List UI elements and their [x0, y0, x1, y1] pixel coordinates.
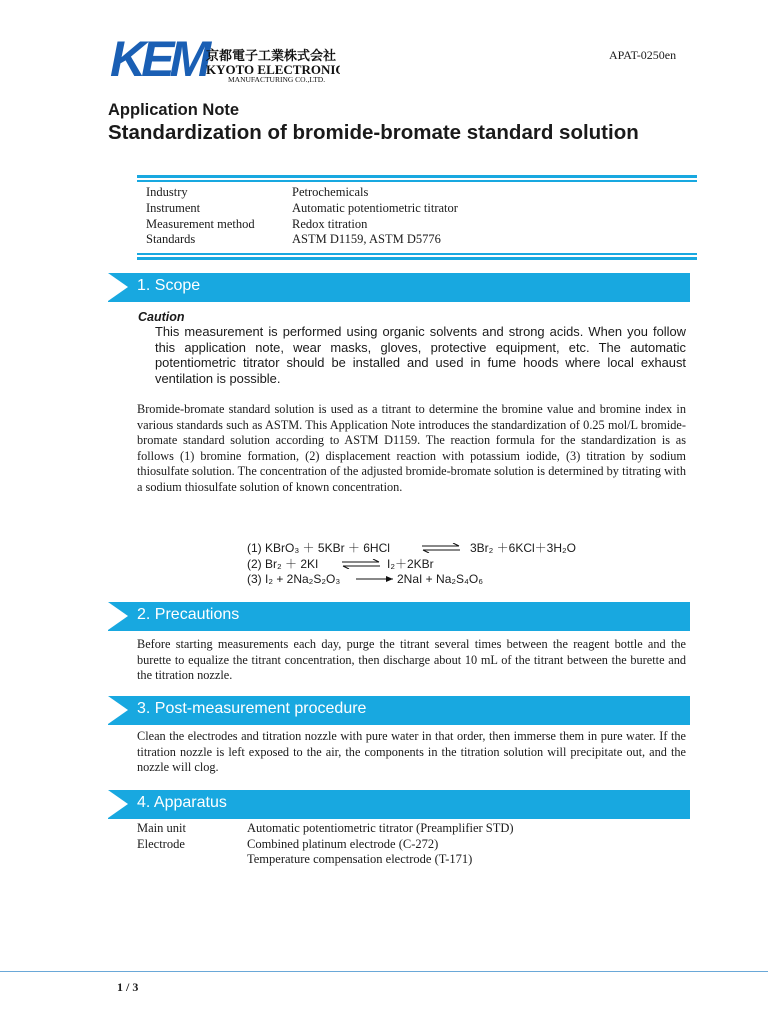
section-header-precautions: [108, 602, 690, 631]
section-notch: [108, 602, 128, 630]
meta-value: Redox titration: [292, 216, 368, 231]
meta-divider-bottom: [137, 257, 697, 260]
company-logo: [108, 30, 340, 84]
section-header-apparatus: [108, 790, 690, 819]
section-notch: [108, 790, 128, 818]
document-title: Standardization of bromide-bromate standard solution: [108, 121, 639, 144]
meta-key: Standards: [146, 232, 196, 247]
caution-text: This measurement is performed using organic solvents and strong acids. When you follow this application note, wear masks, gloves, protective equipment, etc. The automatic potentiometric titrator should be installed and used in fume hoods where local exhaust ventilation is possible.: [155, 324, 686, 386]
meta-key: Measurement method: [146, 216, 255, 231]
section-title: 4. Apparatus: [137, 794, 227, 811]
post-measurement-paragraph: Clean the electrodes and titration nozzle with pure water in that order, then immerse them in pure water. If the titration nozzle is left exposed to the air, the components in the titration solution will precipitate out, and the nozzle will clog.: [137, 729, 686, 775]
section-title: 2. Precautions: [137, 606, 240, 623]
footer-divider: [0, 971, 768, 972]
meta-key: Instrument: [146, 200, 201, 215]
reaction-arrow-icon: [355, 574, 395, 584]
company-name-en: KYOTO ELECTRONICS: [206, 62, 340, 77]
page-number: 1 / 3: [117, 980, 139, 994]
apparatus-value: Automatic potentiometric titrator (Preamplifier STD): [247, 821, 514, 835]
section-notch: [108, 696, 128, 724]
apparatus-value: Temperature compensation electrode (T-171): [247, 852, 473, 866]
title-divider-top-thin: [137, 180, 697, 182]
section-title: 1. Scope: [137, 277, 201, 294]
caution-heading: Caution: [138, 310, 185, 324]
apparatus-key: Electrode: [137, 836, 185, 851]
reaction-right: 3Br₂ ＋6KCl＋3H₂O: [470, 541, 577, 555]
meta-value: ASTM D1159, ASTM D5776: [292, 232, 441, 247]
meta-row-industry: [146, 185, 458, 201]
meta-row-standards: [146, 232, 458, 248]
apparatus-value: Combined platinum electrode (C-272): [247, 836, 439, 851]
apparatus-row: [137, 837, 514, 853]
meta-value: Petrochemicals: [292, 185, 369, 199]
apparatus-row: [137, 852, 514, 868]
apparatus-key: [137, 852, 247, 868]
title-divider-top: [137, 175, 697, 178]
reaction-left: (3) I₂ + 2Na₂S₂O₃: [247, 572, 341, 587]
reaction-left: (1) KBrO₃ ＋ 5KBr ＋ 6HCl: [247, 541, 390, 555]
meta-value: Automatic potentiometric titrator: [292, 200, 458, 215]
apparatus-table: [137, 821, 514, 868]
meta-row-instrument: [146, 201, 458, 217]
apparatus-key: Main unit: [137, 821, 186, 835]
document-type-label: Application Note: [108, 101, 240, 119]
meta-key: Industry: [146, 185, 188, 199]
section-header-scope: [108, 273, 690, 302]
section-notch: [108, 273, 128, 301]
equilibrium-arrow-icon: [341, 559, 381, 569]
reaction-left: (2) Br₂ ＋ 2KI: [247, 556, 319, 571]
apparatus-row: [137, 821, 514, 837]
precautions-paragraph: Before starting measurements each day, purge the titrant several times between the reagent bottle and the burette to equalize the titrant concentration, then discharge about 10 mL of the titrant between the burette and the titration nozzle.: [137, 637, 686, 683]
meta-divider-thin: [137, 253, 697, 255]
document-code: APAT-0250en: [609, 48, 677, 62]
meta-row-method: [146, 217, 458, 233]
metadata-table: [146, 185, 458, 248]
reaction-equations: [247, 541, 607, 589]
section-title: 3. Post-measurement procedure: [137, 700, 367, 717]
logo-mark: KEM: [110, 31, 207, 84]
scope-paragraph: Bromide-bromate standard solution is used as a titrant to determine the bromine value and bromine index in various standards such as ASTM. This Application Note introduces the standardization of 0.25 mol/L bromide-bromate standard solution according to ASTM D1159. The reaction formula for the standardization is as follows (1) bromine formation, (2) displacement reaction with potassium iodide, (3) titration by sodium thiosulfate solution. The concentration of the adjusted bromide-bromate solution is determined by titrating with a sodium thiosulfate solution of known concentration.: [137, 402, 686, 494]
reaction-right: I₂＋2KBr: [387, 556, 434, 571]
company-name-jp: 京都電子工業株式会社: [206, 49, 337, 64]
section-header-post-measurement: [108, 696, 690, 725]
equilibrium-arrow-icon: [421, 543, 461, 553]
reaction-right: 2NaI + Na₂S₄O₆: [397, 572, 484, 587]
company-name-sub: MANUFACTURING CO.,LTD.: [228, 75, 326, 84]
